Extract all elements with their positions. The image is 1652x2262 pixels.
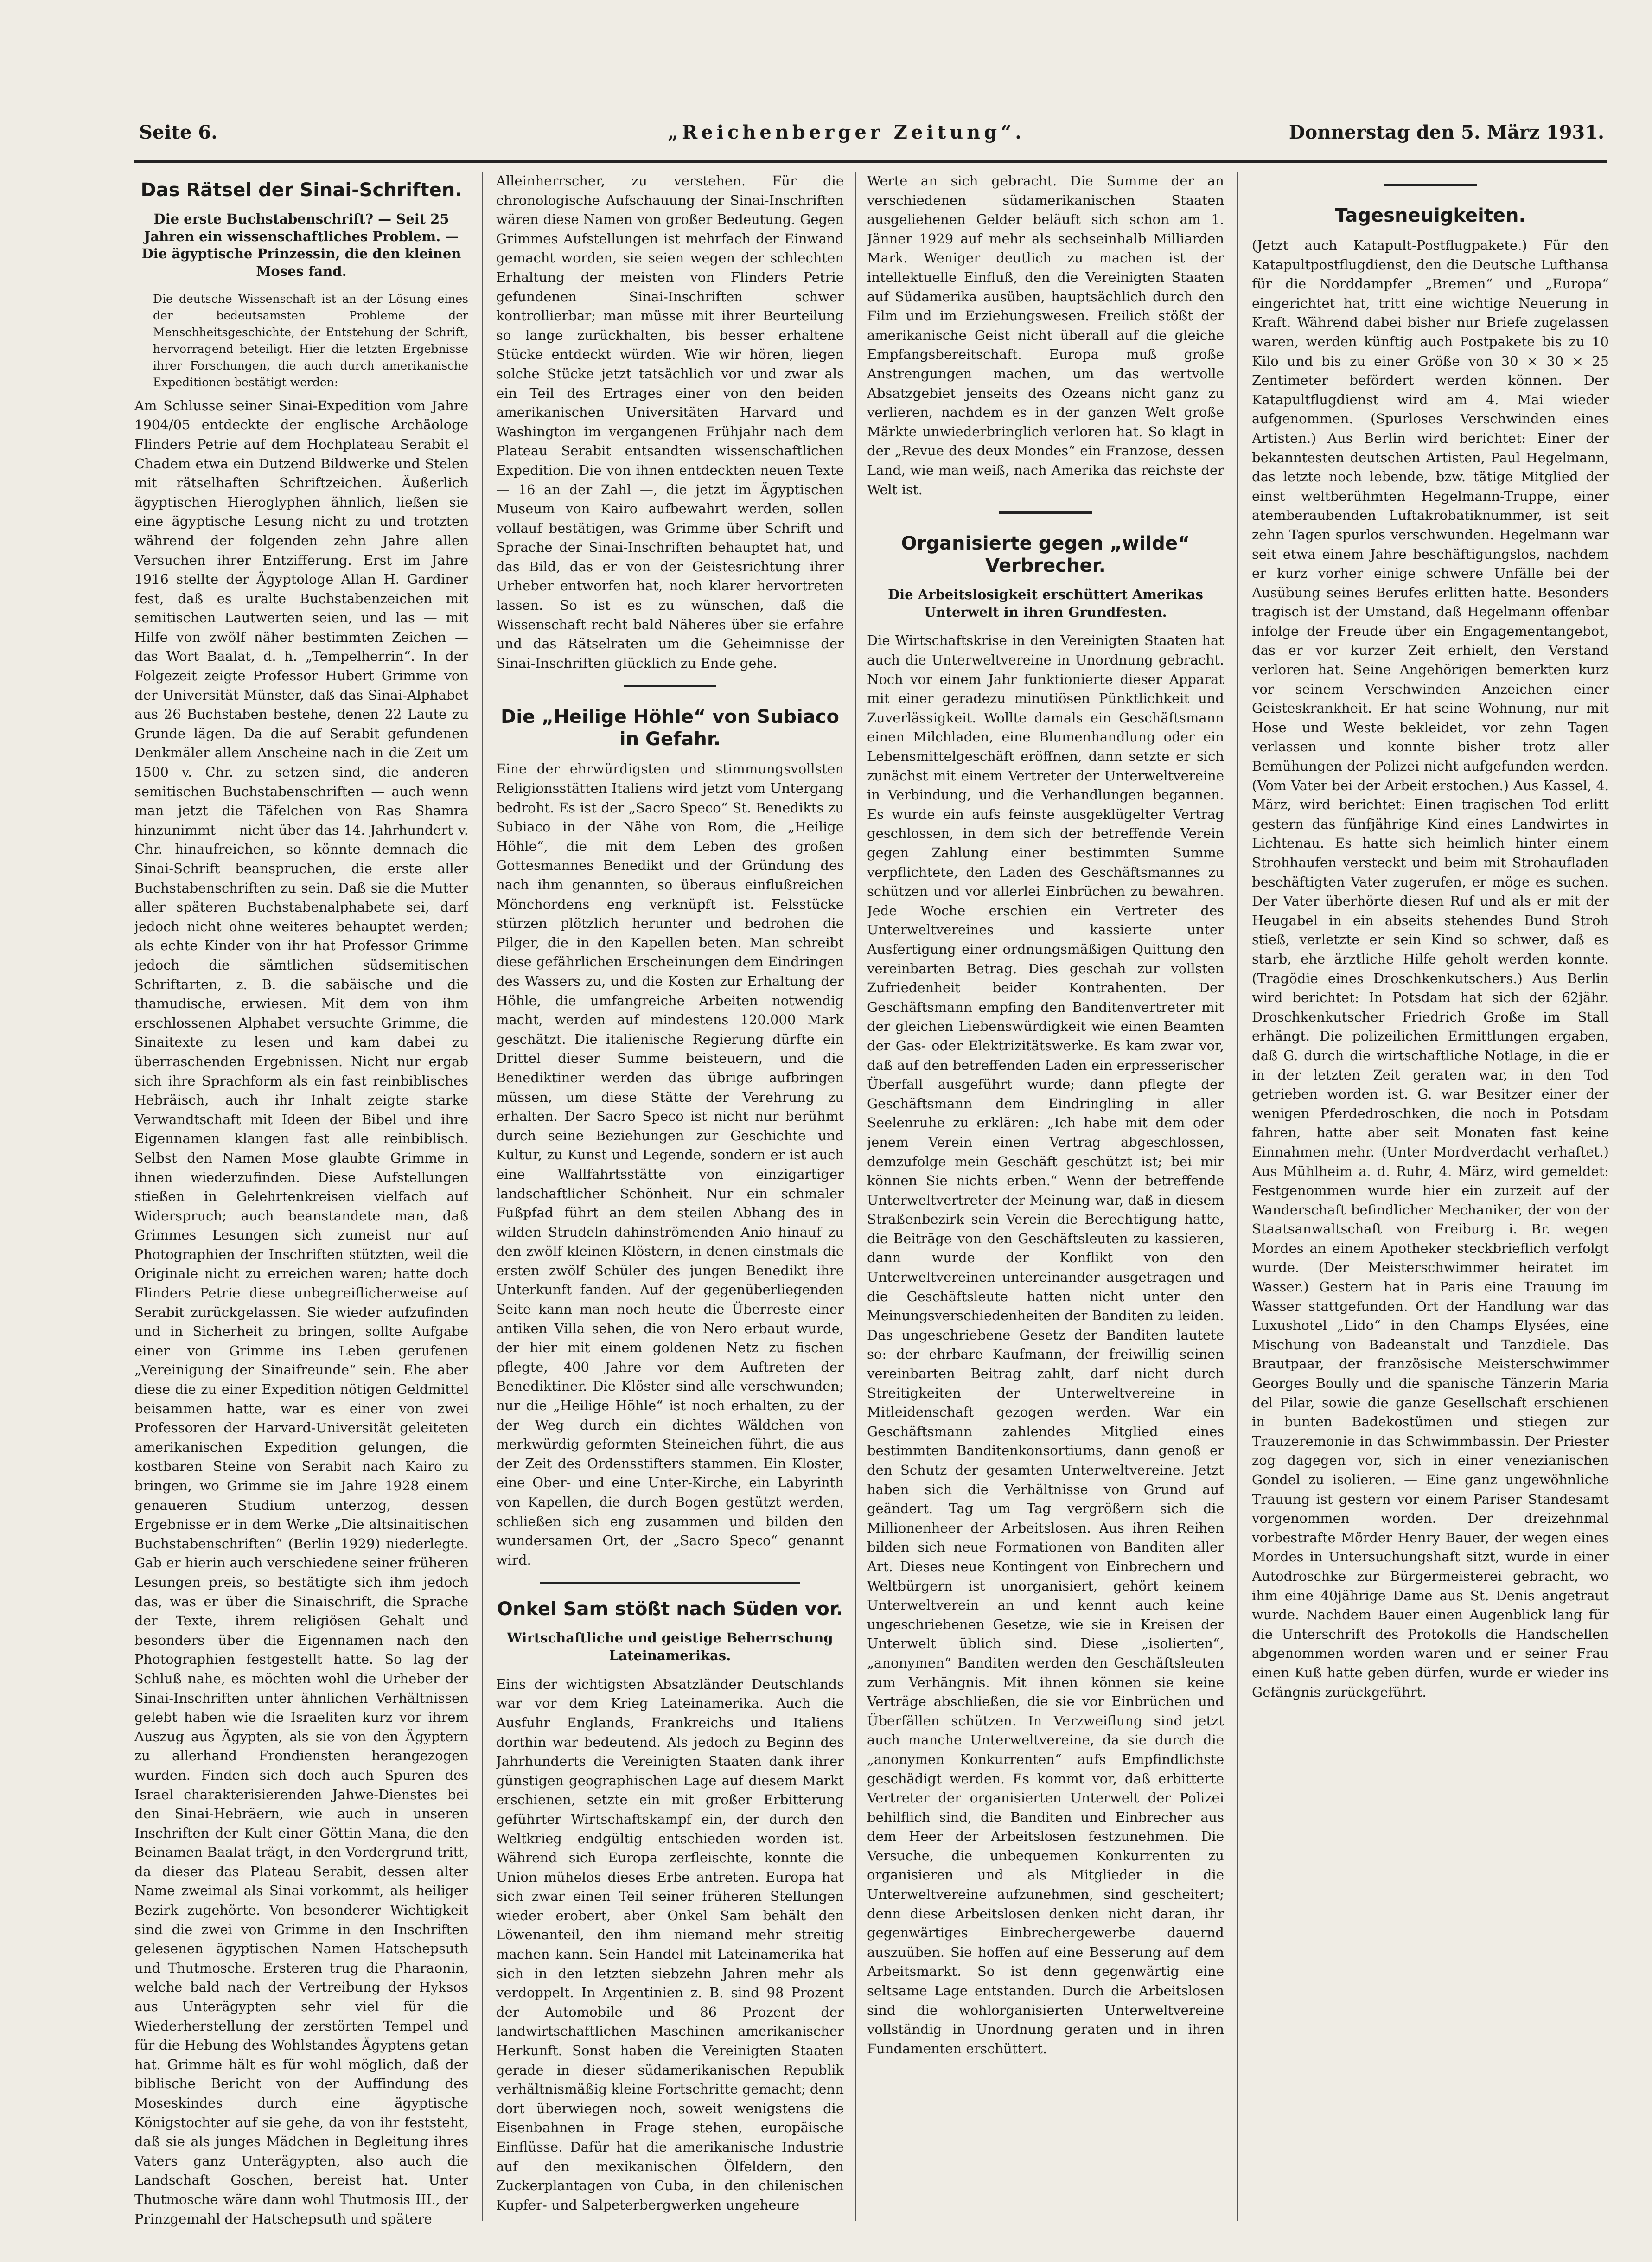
news-section-title: Tagesneuigkeiten. [1335, 205, 1526, 226]
column-3 [867, 172, 1224, 2230]
page-header [134, 121, 1604, 149]
uncle-sam-article-body: Eins der wichtigsten Absatzländer Deutschlands war vor dem Krieg Lateinamerika. Auch die Ausfuhr Englands, Frankreichs und Italiens dorthin war bedeutend. Als jedoch zu Beginn des Jahrhunderts die Vereinigten Staaten dank ihrer günstigen geographischen Lage auf diesem Markt erschienen, setzte ein mit großer Erbitterung geführter Wirtschaftskampf ein, der durch den Weltkrieg endgültig entschieden worden ist. Während sich Europa zerfleischte, konnte die Union mühelos dieses Erbe antreten. Europa hat sich zwar einen Teil seiner früheren Stellungen wieder erobert, aber Onkel Sam behält den Löwenanteil, den ihm niemand mehr streitig machen kann. Sein Handel mit Lateinamerika hat sich in den letzten siebzehn Jahren mehr als verdoppelt. In Argentinien z. B. sind 98 Prozent der Automobile und 86 Prozent der landwirtschaftlichen Maschinen amerikanischer Herkunft. Sonst haben die Vereinigten Staaten gerade in dieser südamerikanischen Republik verhältnismäßig kleine Fortschritte gemacht; denn dort überwiegen noch, soweit wenigstens die Eisenbahnen in Frage stehen, europäische Einflüsse. Dafür hat die amerikanische Industrie auf den mexikanischen Ölfeldern, den Zuckerplantagen von Cuba, in den chilenischen Kupfer- und Salpeterbergwerken ungeheure [496, 1676, 844, 2213]
uncle-sam-article-body-continued: Werte an sich gebracht. Die Summe der an verschiedenen südamerikanischen Staaten ausgeliehenen Gelder beläuft sich schon am 1. Jänner 1929 auf mehr als sechseinhalb Milliarden Mark. Weniger deutlich zu machen ist der intellektuelle Einfluß, den die Vereinigten Staaten auf Südamerika ausüben, hauptsächlich durch den Film und im Erziehungswesen. Freilich stößt der amerikanische Geist nicht überall auf die gleiche Empfangsbereitschaft. Europa muß große Anstrengungen machen, um das wertvolle Absatzgebiet jenseits des Ozeans nicht ganz zu verlieren, nachdem es in der ganzen Welt große Märkte unwiederbringlich verloren hat. So klagt in der „Revue des deux Mondes“ ein Franzose, dessen Land, wie man weiß, nach Amerika das reichste der Welt ist. [867, 173, 1224, 498]
article-separator [1384, 184, 1477, 186]
uncle-sam-article-subtitle: Wirtschaftliche und geistige Beherrschung Lateinamerikas. [507, 1630, 833, 1664]
article-separator [540, 1582, 800, 1584]
column-1 [134, 172, 468, 2230]
organized-article-subtitle: Die Arbeitslosigkeit erschüttert Amerikas Unterwelt in ihren Grundfesten. [887, 587, 1204, 620]
organized-article-title: Organisierte gegen „wilde“ Verbrecher. [901, 533, 1190, 577]
column-2 [496, 172, 844, 2230]
sinai-article-body-continued: Alleinherrscher, zu verstehen. Für die chronologische Aufschauung der Sinai-Inschriften wären diese Namen von großer Bedeutung. Gegen Grimmes Aufstellungen ist mehrfach der Einwand gemacht worden, sie seien wegen der schlechten Erhaltung der meisten von Flinders Petrie gefundenen Sinai-Inschriften schwer kontrollierbar; man müsse mit ihrer Beurteilung so lange zurückhalten, bis besser erhaltene Stücke entdeckt würden. Wie wir hören, liegen solche Stücke jetzt tatsächlich vor und zwar als ein Teil des Ertrages einer von den beiden amerikanischen Universitäten Harvard und Washington im vergangenen Frühjahr nach dem Plateau Serabit entsandten wissenschaftlichen Expedition. Die von ihnen entdeckten neuen Texte — 16 an der Zahl —, die jetzt im Ägyptischen Museum von Kairo aufbewahrt werden, sollen vollauf bestätigen, was Grimme über Schrift und Sprache der Sinai-Inschriften behauptet hat, und das Bild, das er von der Geistesrichtung ihrer Urheber entworfen hat, noch klarer hervortreten lassen. So ist es zu wünschen, daß die Wissenschaft recht bald Näheres über sie erfahre und das Rätselraten um die Geheimnisse der Sinai-Inschriften glücklich zu Ende gehe. [496, 173, 844, 671]
article-separator [999, 511, 1092, 514]
sinai-article-body: Am Schlusse seiner Sinai-Expedition vom Jahre 1904/05 entdeckte der englische Archäologe Flinders Petrie auf dem Hochplateau Serabit el Chadem etwa ein Dutzend Bildwerke und Stelen mit rätselhaften Schriftzeichen. Äußerlich ägyptischen Hieroglyphen ähnlich, ließen sie eine ägyptische Lesung nicht zu und trotzten während der folgenden zehn Jahre allen Versuchen ihrer Entzifferung. Erst im Jahre 1916 stellte der Ägyptologe Allan H. Gardiner fest, daß es uralte Buchstabenzeichen mit semitischen Lautwerten seien, und las — mit Hilfe von zwölf näher bestimmten Zeichen — das Wort Baalat, d. h. „Tempelherrin“. In der Folgezeit zeigte Professor Hubert Grimme von der Universität Münster, daß das Sinai-Alphabet aus 26 Buchstaben bestehe, denen 22 Laute zu Grunde lägen. Da die auf Serabit gefundenen Denkmäler allem Anscheine nach in die Zeit um 1500 v. Chr. zu setzen sind, die anderen semitischen Buchstabenschriften — auch wenn man jetzt die Täfelchen von Ras Shamra hinzunimmt — nicht über das 14. Jahrhundert v. Chr. hinaufreichen, so könnte demnach die Sinai-Schrift beanspruchen, die erste aller Buchstabenschriften zu sein. Daß sie die Mutter aller späteren Buchstabenalphabete sei, darf jedoch nicht ohne weiteres behauptet werden; als echte Kinder von ihr hat Professor Grimme jedoch die sämtlichen südsemitischen Schriftarten, z. B. die sabäische und die thamudische, erwiesen. Mit dem von ihm erschlossenen Alphabet versuchte Grimme, die Sinaitexte zu lesen und kam dabei zu überraschenden Ergebnissen. Nicht nur ergab sich ihre Sprachform als ein fast reinbiblisches Hebräisch, auch ihr Inhalt zeigte starke Verwandtschaft mit Ideen der Bibel und ihre Eigennamen klangen fast alle reinbiblisch. Selbst den Namen Mose glaubte Grimme in ihnen wiederzufinden. Diese Aufstellungen stießen in Gelehrtenkreisen vielfach auf Widerspruch; auch beanstandete man, daß Grimmes Lesungen sich zumeist nur auf Photographien der Inschriften stützten, weil die Originale nicht zu erreichen waren; hatte doch Flinders Petrie diese unbegreiflicherweise auf Serabit zurückgelassen. Sie wieder aufzufinden und in Sicherheit zu bringen, sollte Aufgabe einer von Grimme ins Leben gerufenen „Vereinigung der Sinaifreunde“ sein. Ehe aber diese die zu einer Expedition nötigen Geldmittel beisammen hatte, war es einer von zwei Professoren der Harvard-Universität geleiteten amerikanischen Expedition gelungen, die kostbaren Steine von Serabit nach Kairo zu bringen, wo Grimme sie im Jahre 1928 einem genaueren Studium unterzog, dessen Ergebnisse er in dem Werke „Die altsinaitischen Buchstabenschriften“ (Berlin 1929) niederlegte. Gab er hierin auch verschiedene seiner früheren Lesungen preis, so bestätigte sich ihm jedoch das, was er über die Sinaischrift, die Sprache der Texte, ihrem religiösen Gehalt und besonders über die Eigennamen nach den Photographien festgestellt hatte. So lag der Schluß nahe, es möchten wohl die Urheber der Sinai-Inschriften unter ähnlichen Verhältnissen gelebt haben wie die Israeliten kurz vor ihrem Auszug aus Ägypten, als sie von den Ägyptern zu allerhand Frondiensten herangezogen wurden. Finden sich doch auch Spuren des Israel charakterisierenden Jahwe-Dienstes bei den Sinai-Hebräern, wie auch in unseren Inschriften der Kult einer Göttin Mana, die den Beinamen Baalat trägt, in den Vordergrund tritt, da dieser das Plateau Serabit, dessen alter Name zweimal als Sinai vorkommt, als heiliger Bezirk zugehörte. Von besonderer Wichtigkeit sind die zwei von Grimme in den Inschriften gelesenen ägyptischen Namen Hatschepsuth und Thutmosche. Ersteren trug die Pharaonin, welche bald nach der Vertreibung der Hyksos aus Unterägypten sehr viel für die Wiederherstellung der zerstörten Tempel und für die Hebung des Wohlstandes Ägyptens getan hat. Grimme hält es für wohl möglich, daß der biblische Bericht von der Auffindung des Moseskindes durch eine ägyptische Königstochter auf sie gehe, da von ihr feststeht, daß sie als junges Mädchen in Begleitung ihres Vaters ganz Unterägypten, also auch die Landschaft Goschen, bereist hat. Unter Thutmosche wäre dann wohl Thutmosis III., der Prinzgemahl der Hatschepsuth und spätere [134, 397, 468, 2227]
sinai-article-title: Das Rätsel der Sinai-Schriften. [140, 179, 462, 201]
column-divider [855, 172, 856, 2221]
issue-date: Donnerstag den 5. März 1931. [1288, 121, 1604, 143]
news-section-body: (Jetzt auch Katapult-Postflugpakete.) Für den Katapultpostflugdienst, den die Deutsche Lufthansa für die Norddampfer „Bremen“ und „Europa“ eingerichtet hat, tritt eine wichtige Neuerung in Kraft. Während dabei bisher nur Briefe zugelassen waren, werden künftig auch Postpakete bis zu 10 Kilo und bis zu einer Größe von 30 × 30 × 25 Zentimeter befördert werden können. Der Katapultflugdienst wird am 4. Mai wieder aufgenommen. (Spurloses Verschwinden eines Artisten.) Aus Berlin wird berichtet: Einer der bekanntesten deutschen Artisten, Paul Hegelmann, das letzte noch lebende, bzw. tätige Mitglied der einst weltberühmten Hegelmann-Truppe, einer atemberaubenden Luftakrobatiknummer, ist seit zehn Tagen spurlos verschwunden. Hegelmann war seit etwa einem Jahre beschäftigungslos, nachdem er kurz vorher einige schwere Unfälle bei der Ausübung seines Berufes erlitten hatte. Besonders tragisch ist der Umstand, daß Hegelmann offenbar infolge der Freude über ein Engagementangebot, das er vor kurzer Zeit erhielt, den Verstand verloren hat. Seine Angehörigen bemerkten kurz vor seinem Verschwinden Anzeichen einer Geisteskrankheit. Er hat seine Wohnung, nur mit Hose und Weste bekleidet, vor zehn Tagen verlassen und konnte bisher trotz aller Bemühungen der Polizei nicht aufgefunden werden. (Vom Vater bei der Arbeit erstochen.) Aus Kassel, 4. März, wird berichtet: Einen tragischen Tod erlitt gestern das fünfjährige Kind eines Landwirtes in Lichtenau. Es hatte sich heimlich hinter einem Strohhaufen versteckt und beim mit Strohaufladen beschäftigten Vater zugerufen, er möge es suchen. Der Vater überhörte diesen Ruf und als er mit der Heugabel in ein abseits stehendes Bund Stroh stieß, verletzte er sein Kind so schwer, daß es starb, ehe ärztliche Hilfe geholt werden konnte. (Tragödie eines Droschkenkutschers.) Aus Berlin wird berichtet: In Potsdam hat sich der 62jähr. Droschkenkutscher Friedrich Große im Stall erhängt. Die polizeilichen Ermittlungen ergaben, daß G. durch die wirtschaftliche Notlage, in die er in der letzten Zeit geraten war, in den Tod getrieben worden ist. G. war Besitzer einer der wenigen Pferdedroschken, die noch in Potsdam fahren, hatte aber seit Monaten fast keine Einnahmen mehr. (Unter Mordverdacht verhaftet.) Aus Mühlheim a. d. Ruhr, 4. März, wird gemeldet: Festgenommen wurde hier ein zurzeit auf der Wanderschaft befindlicher Mechaniker, der von der Staatsanwaltschaft von Freiburg i. Br. wegen Mordes an einem Apotheker steckbrieflich verfolgt wurde. (Der Meisterschwimmer heiratet im Wasser.) Gestern hat in Paris eine Trauung im Wasser stattgefunden. Ort der Handlung war das Luxushotel „Lido“ in den Champs Elysées, eine Mischung von Badeanstalt und Tanzdiele. Das Brautpaar, der französische Meisterschwimmer Georges Boully und die spanische Tänzerin Maria del Pilar, sowie die ganze Gesellschaft erschienen in bunten Badekostümen und stiegen zur Trauzeremonie in das Schwimmbassin. Der Priester zog dagegen vor, sich in einer venezianischen Gondel zu isolieren. — Eine ganz ungewöhnliche Trauung ist gestern vor einem Pariser Standesamt vorgenommen worden. Der dreizehnmal vorbestrafte Mörder Henry Bauer, der wegen eines Mordes in Untersuchungshaft sitzt, wurde in einer Autodroschke zur Bürgermeisterei gebracht, wo ihm eine 40jährige Dame aus St. Denis angetraut wurde. Nachdem Bauer einen Augenblick lang für die Unterschrift des Protokolls die Handschellen abgenommen worden waren und er seiner Frau einen Kuß hatte geben dürfen, wurde er wieder ins Gefängnis zurückgeführt. [1252, 237, 1609, 1700]
column-4 [1252, 172, 1609, 2230]
newspaper-name: „Reichenberger Zeitung“. [668, 121, 1026, 143]
sinai-article-intro: Die deutsche Wissenschaft ist an der Lösung eines der bedeutsamsten Probleme der Menschheitsgeschichte, der Entstehung der Schrift, hervorragend beteiligt. Hier die letzten Ergebnisse ihrer Forschungen, die auch durch amerikanische Expeditionen bestätigt werden: [153, 292, 468, 389]
page-number: Seite 6. [139, 121, 218, 143]
column-divider [1237, 172, 1238, 2221]
article-separator [624, 685, 716, 687]
subiaco-article-body: Eine der ehrwürdigsten und stimmungsvollsten Religionsstätten Italiens wird jetzt vom Untergang bedroht. Es ist der „Sacro Speco“ St. Benedikts zu Subiaco in der Nähe von Rom, die „Heilige Höhle“, die mit dem Leben des großen Gottesmannes Benedikt und der Gründung des nach ihm genannten, so überaus einflußreichen Mönchordens eng verknüpft ist. Felsstücke stürzen plötzlich herunter und bedrohen die Pilger, die in den Kapellen beten. Man schreibt diese gefährlichen Erscheinungen dem Eindringen des Wassers zu, und die Kosten zur Erhaltung der Höhle, die umfangreiche Arbeiten notwendig macht, werden auf mindestens 120.000 Mark geschätzt. Die italienische Regierung dürfte ein Drittel dieser Summe beisteuern, und die Benediktiner werden das übrige aufbringen müssen, um diese Stätte der Verehrung zu erhalten. Der Sacro Speco ist nicht nur berühmt durch seine Beziehungen zur Geschichte und Kultur, zu Kunst und Legende, sondern er ist auch eine Wallfahrtsstätte von einzigartiger landschaftlicher Schönheit. Nur ein schmaler Fußpfad führt an dem steilen Abhang des in wilden Strudeln dahinströmenden Anio hinauf zu den zwölf kleinen Klöstern, in denen einstmals die ersten zwölf Schüler des jungen Benedikt ihre Unterkunft fanden. Auf der gegenüberliegenden Seite kann man noch heute die Überreste einer antiken Villa sehen, die von Nero erbaut wurde, der hier mit einem goldenen Netz zu fischen pflegte, 400 Jahre vor dem Auftreten der Benediktiner. Die Klöster sind alle verschwunden; nur die „Heilige Höhle“ ist noch erhalten, zu der der Weg durch ein dichtes Wäldchen von merkwürdig geformten Steineichen führt, die aus der Zeit des Ordensstifters stammen. Ein Kloster, eine Ober- und eine Unter-Kirche, ein Labyrinth von Kapellen, die durch Bogen gestützt werden, schließen sich eng zusammen und bilden den wundersamen Ort, der „Sacro Speco“ genannt wird. [496, 761, 844, 1568]
uncle-sam-article-title: Onkel Sam stößt nach Süden vor. [497, 1598, 843, 1620]
organized-article-body: Die Wirtschaftskrise in den Vereinigten Staaten hat auch die Unterweltvereine in Unordnung gebracht. Noch vor einem Jahr funktionierte dieser Apparat mit einer geradezu minutiösen Pünktlichkeit und Zuverlässigkeit. Wollte damals ein Geschäftsmann einen Milchladen, eine Blumenhandlung oder ein Lebensmittelgeschäft eröffnen, dann setzte er sich zunächst mit einem Vertreter der Unterweltvereine in Verbindung, und die Verhandlungen begannen. Es wurde ein aufs feinste ausgeklügelter Vertrag geschlossen, in dem sich der betreffende Verein gegen Zahlung einer bestimmten Summe verpflichtete, den Laden des Geschäftsmannes zu schützen und vor allerlei Einbrüchen zu bewahren. Jede Woche erschien ein Vertreter des Unterweltvereines und kassierte unter Ausfertigung einer ordnungsmäßigen Quittung den vereinbarten Betrag. Dies geschah zur vollsten Zufriedenheit beider Kontrahenten. Der Geschäftsmann empfing den Banditenvertreter mit der gleichen Liebenswürdigkeit wie einen Beamten der Gas- oder Elektrizitätswerke. Es kam zwar vor, daß auf den betreffenden Laden ein erpresserischer Überfall ausgeführt wurde; dann pflegte der Geschäftsmann dem Eindringling in aller Seelenruhe zu erklären: „Ich habe mit dem oder jenem Verein einen Vertrag abgeschlossen, demzufolge mein Geschäft geschützt ist; bei mir können Sie nichts erben.“ Wenn der betreffende Unterweltvertreter der Meinung war, daß in diesem Straßenbezirk sein Verein die Berechtigung hatte, die Beiträge von den Geschäftsleuten zu kassieren, dann wurde der Konflikt von den Unterweltvereinen untereinander ausgetragen und die Geschäftsleute hatten nicht unter den Meinungsverschiedenheiten der Banditen zu leiden. Das ungeschriebene Gesetz der Banditen lautete so: der ehrbare Kaufmann, der freiwillig seinen vereinbarten Beitrag zahlt, darf nicht durch Streitigkeiten der Unterweltvereine in Mitleidenschaft gezogen werden. War ein Geschäftsmann zahlendes Mitglied eines bestimmten Banditenkonsortiums, dann genoß er den Schutz der gesamten Unterweltvereine. Jetzt haben sich die Verhältnisse von Grund auf geändert. Tag um Tag vergrößern sich die Millionenheer der Arbeitslosen. Aus ihren Reihen bilden sich neue Formationen von Banditen aller Art. Dieses neue Kontingent von Einbrechern und Weltbürgern ist unorganisiert, gehört keinem Unterweltverein an und kennt auch keine ungeschriebenen Gesetze, wie sie in Kreisen der Unterwelt üblich sind. Diese „isolierten“, „anonymen“ Banditen werden den Geschäftsleuten zum Verhängnis. Mit ihnen können sie keine Verträge abschließen, die sie vor Einbrüchen und Überfällen schützen. In Verzweiflung sind jetzt auch manche Unterweltvereine, da sie durch die „anonymen Konkurrenten“ aufs Empfindlichste geschädigt werden. Es kommt vor, daß erbitterte Vertreter der organisierten Unterwelt der Polizei behilflich sind, die Banditen und Einbrecher aus dem Heer der Arbeitslosen festzunehmen. Die Versuche, die unbequemen Konkurrenten zu organisieren und als Mitglieder in die Unterweltvereine aufzunehmen, sind gescheitert; denn diese Arbeitslosen denken nicht daran, ihr gegenwärtiges Einbrechergewerbe dauernd auszuüben. Sie hoffen auf eine Besserung auf dem Arbeitsmarkt. So ist denn gegenwärtig eine seltsame Lage entstanden. Durch die Arbeitslosen sind die wohlorganisierten Unterweltvereine vollständig in Unordnung geraten und in ihren Fundamenten erschüttert. [867, 633, 1224, 2057]
header-rule [134, 160, 1607, 163]
subiaco-article-title: Die „Heilige Höhle“ von Subiaco in Gefahr. [501, 706, 839, 750]
sinai-article-subtitle: Die erste Buchstabenschrift? — Seit 25 Jahren ein wissenschaftliches Problem. — Die ägyptische Prinzessin, die den kleinen Moses fand. [141, 211, 461, 280]
column-divider [482, 172, 483, 2221]
